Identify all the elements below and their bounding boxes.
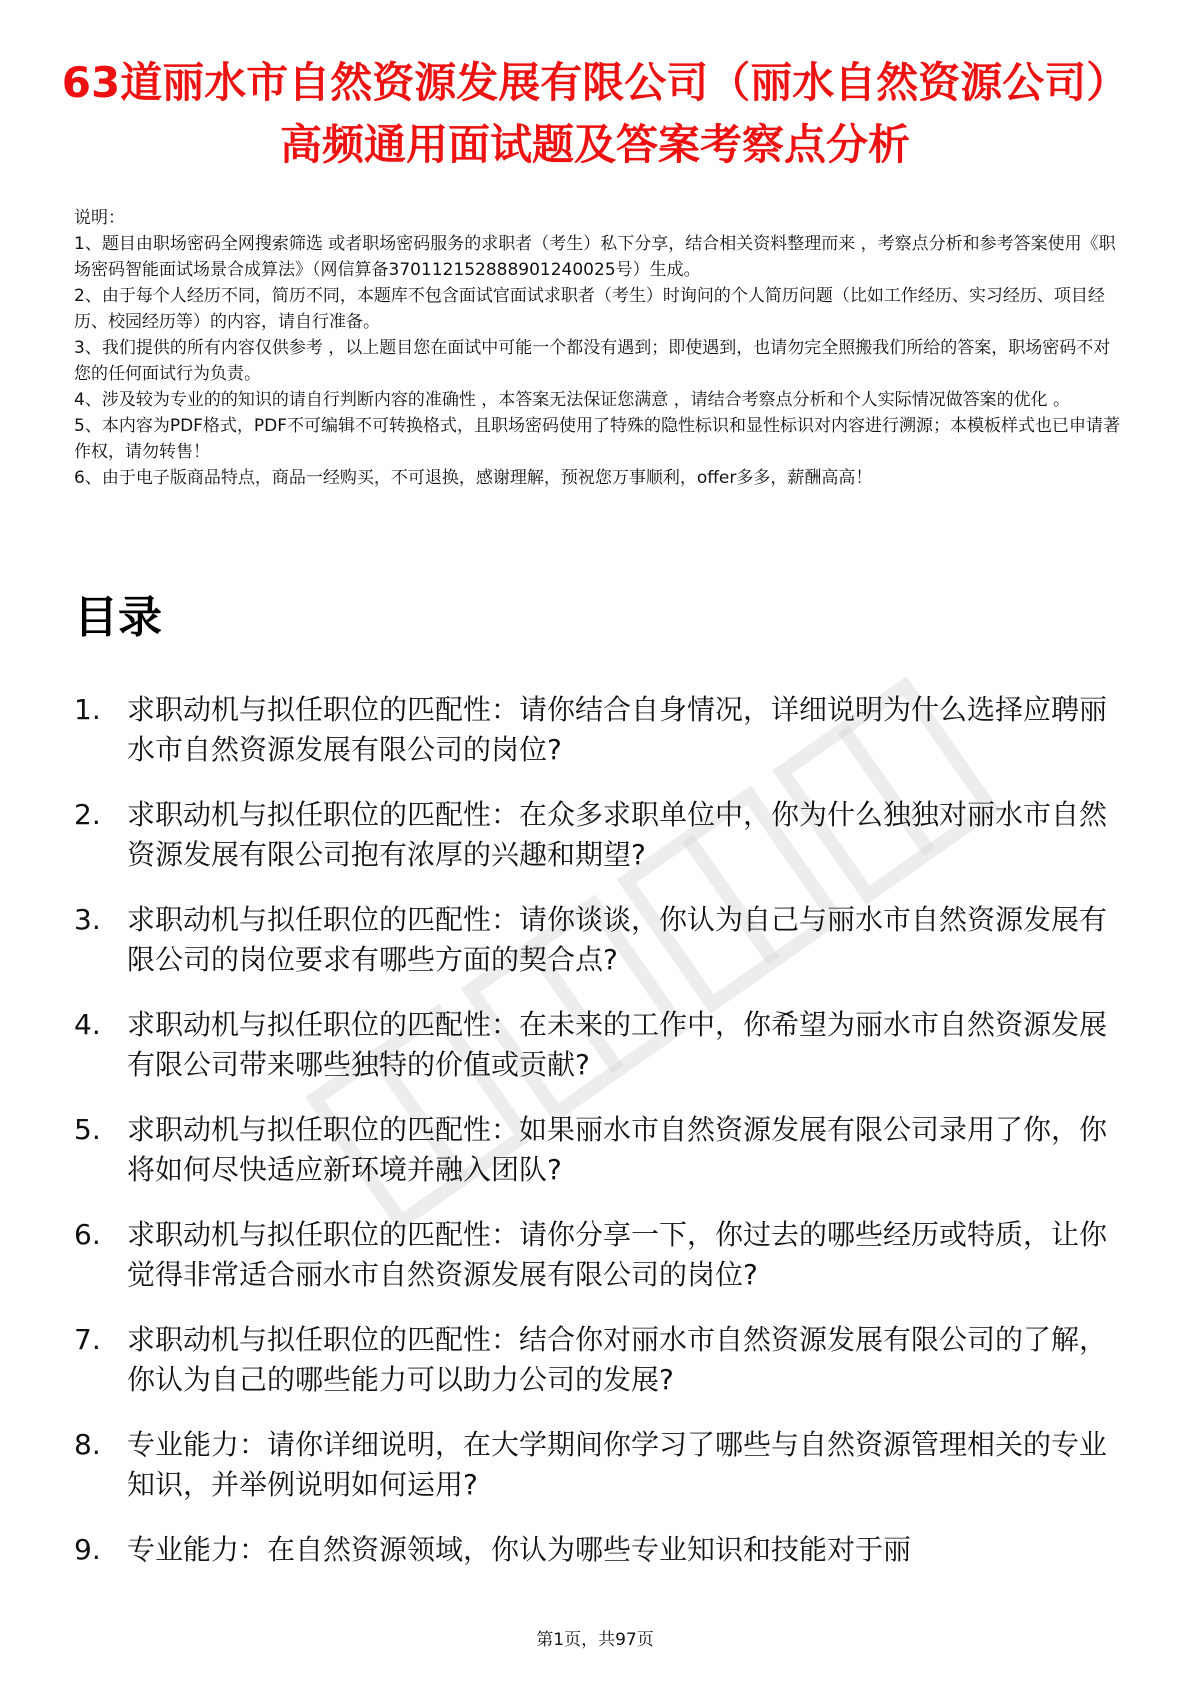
toc-item-number: 3. — [74, 903, 101, 936]
note-item: 5、本内容为PDF格式，PDF不可编辑不可转换格式，且职场密码使用了特殊的隐性标识和显性标识对内容进行溯源；本模板样式也已申请著作权，请勿转售！ — [74, 416, 1121, 462]
toc-item[interactable] — [74, 1320, 1114, 1400]
toc-item-number: 1. — [74, 693, 101, 726]
toc-item-number: 2. — [74, 798, 101, 831]
toc-item-text: 求职动机与拟任职位的匹配性：如果丽水市自然资源发展有限公司录用了你，你将如何尽快适应新环境并融入团队? — [127, 1113, 1108, 1186]
toc-heading: 目录 — [74, 592, 162, 643]
toc-item-text: 求职动机与拟任职位的匹配性：请你谈谈，你认为自己与丽水市自然资源发展有限公司的岗位要求有哪些方面的契合点? — [127, 903, 1108, 976]
note-item: 6、由于电子版商品特点，商品一经购买，不可退换，感谢理解，预祝您万事顺利，offer多多，薪酬高高！ — [74, 468, 873, 488]
note-item: 2、由于每个人经历不同，简历不同，本题库不包含面试官面试求职者（考生）时询问的个人简历问题（比如工作经历、实习经历、项目经历、校园经历等）的内容，请自行准备。 — [74, 286, 1105, 332]
toc-item-text: 专业能力：请你详细说明，在大学期间你学习了哪些与自然资源管理相关的专业知识，并举例说明如何运用? — [127, 1428, 1108, 1501]
toc-item-number: 4. — [74, 1008, 101, 1041]
note-item: 4、涉及较为专业的的知识的请自行判断内容的准确性 ，本答案无法保证您满意 ，请结合考察点分析和个人实际情况做答案的优化 。 — [74, 390, 1071, 410]
toc-item[interactable] — [74, 795, 1114, 875]
page-footer: 第1页，共97页 — [536, 1630, 654, 1650]
toc-item[interactable] — [74, 1215, 1114, 1295]
toc-item[interactable] — [74, 1110, 1114, 1190]
toc-list — [74, 690, 1114, 1566]
toc-item-text: 求职动机与拟任职位的匹配性：请你结合自身情况，详细说明为什么选择应聘丽水市自然资源发展有限公司的岗位? — [127, 693, 1108, 766]
toc-item-text: 求职动机与拟任职位的匹配性：在众多求职单位中，你为什么独独对丽水市自然资源发展有限公司抱有浓厚的兴趣和期望? — [127, 798, 1108, 871]
toc-item[interactable] — [74, 1005, 1114, 1085]
toc-item[interactable] — [74, 1530, 1114, 1570]
notes-label: 说明： — [74, 208, 125, 228]
toc-item-text: 专业能力：在自然资源领域，你认为哪些专业知识和技能对于丽 — [127, 1533, 912, 1566]
toc-item-number: 6. — [74, 1218, 101, 1251]
notes-section — [74, 205, 1124, 491]
toc-item-number: 5. — [74, 1113, 101, 1146]
toc-item[interactable] — [74, 1425, 1114, 1505]
toc-item-text: 求职动机与拟任职位的匹配性：请你分享一下，你过去的哪些经历或特质，让你觉得非常适合丽水市自然资源发展有限公司的岗位? — [127, 1218, 1108, 1291]
toc-item-text: 求职动机与拟任职位的匹配性：结合你对丽水市自然资源发展有限公司的了解，你认为自己的哪些能力可以助力公司的发展? — [127, 1323, 1108, 1396]
toc-item-number: 7. — [74, 1323, 101, 1356]
toc-item[interactable] — [74, 900, 1114, 980]
toc-item-text: 求职动机与拟任职位的匹配性：在未来的工作中，你希望为丽水市自然资源发展有限公司带来哪些独特的价值或贡献? — [127, 1008, 1108, 1081]
toc-item-number: 8. — [74, 1428, 101, 1461]
toc-item[interactable] — [74, 690, 1114, 770]
document-title: 63道丽水市自然资源发展有限公司（丽水自然资源公司）高频通用面试题及答案考察点分析 — [61, 58, 1129, 169]
note-item: 3、我们提供的所有内容仅供参考 ，以上题目您在面试中可能一个都没有遇到；即使遇到，也请勿完全照搬我们所给的答案，职场密码不对您的任何面试行为负责。 — [74, 338, 1111, 384]
note-item: 1、题目由职场密码全网搜索筛选 或者职场密码服务的求职者（考生）私下分享，结合相关资料整理而来 ，考察点分析和参考答案使用《职场密码智能面试场景合成算法》（网信算备370112152888901240025号）生成。 — [74, 234, 1116, 280]
toc-item-number: 9. — [74, 1533, 101, 1566]
